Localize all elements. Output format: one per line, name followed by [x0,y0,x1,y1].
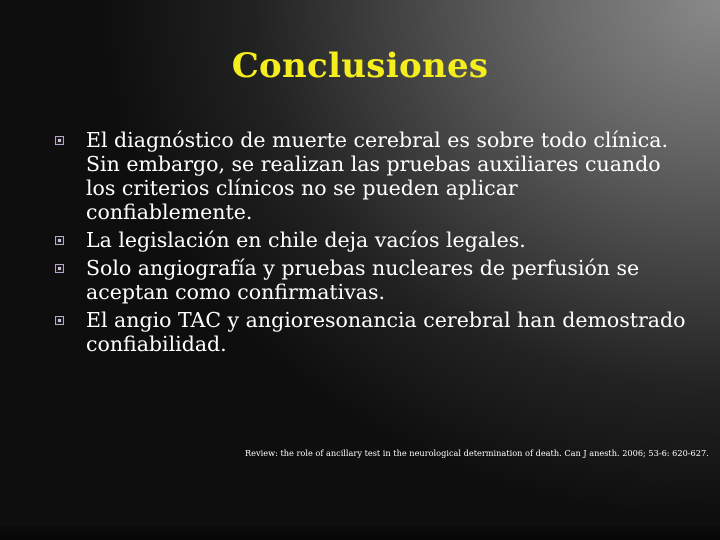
bottom-band [0,526,720,540]
bullet-list [50,128,690,360]
bullet-text: Solo angiografía y pruebas nucleares de perfusión se aceptan como confirmativas. [86,256,640,304]
square-bullet-icon [55,136,64,145]
bullet-item [50,228,690,252]
bullet-text: La legislación en chile deja vacíos legales. [86,228,526,252]
bullet-item [50,308,690,356]
square-bullet-icon [55,316,64,325]
bullet-item [50,256,690,304]
bullet-text: El angio TAC y angioresonancia cerebral han demostrado confiabilidad. [86,308,686,356]
square-bullet-icon [55,236,64,245]
reference-citation: Review: the role of ancillary test in the neurological determination of death. Can J anesth. 2006; 53-6: 620-627. [245,448,709,458]
bullet-text: El diagnóstico de muerte cerebral es sobre todo clínica. Sin embargo, se realizan las pruebas auxiliares cuando los criterios clínicos no se pueden aplicar confiablemente. [86,128,668,224]
slide-title: Conclusiones [231,46,489,86]
square-bullet-icon [55,264,64,273]
bullet-item [50,128,690,224]
